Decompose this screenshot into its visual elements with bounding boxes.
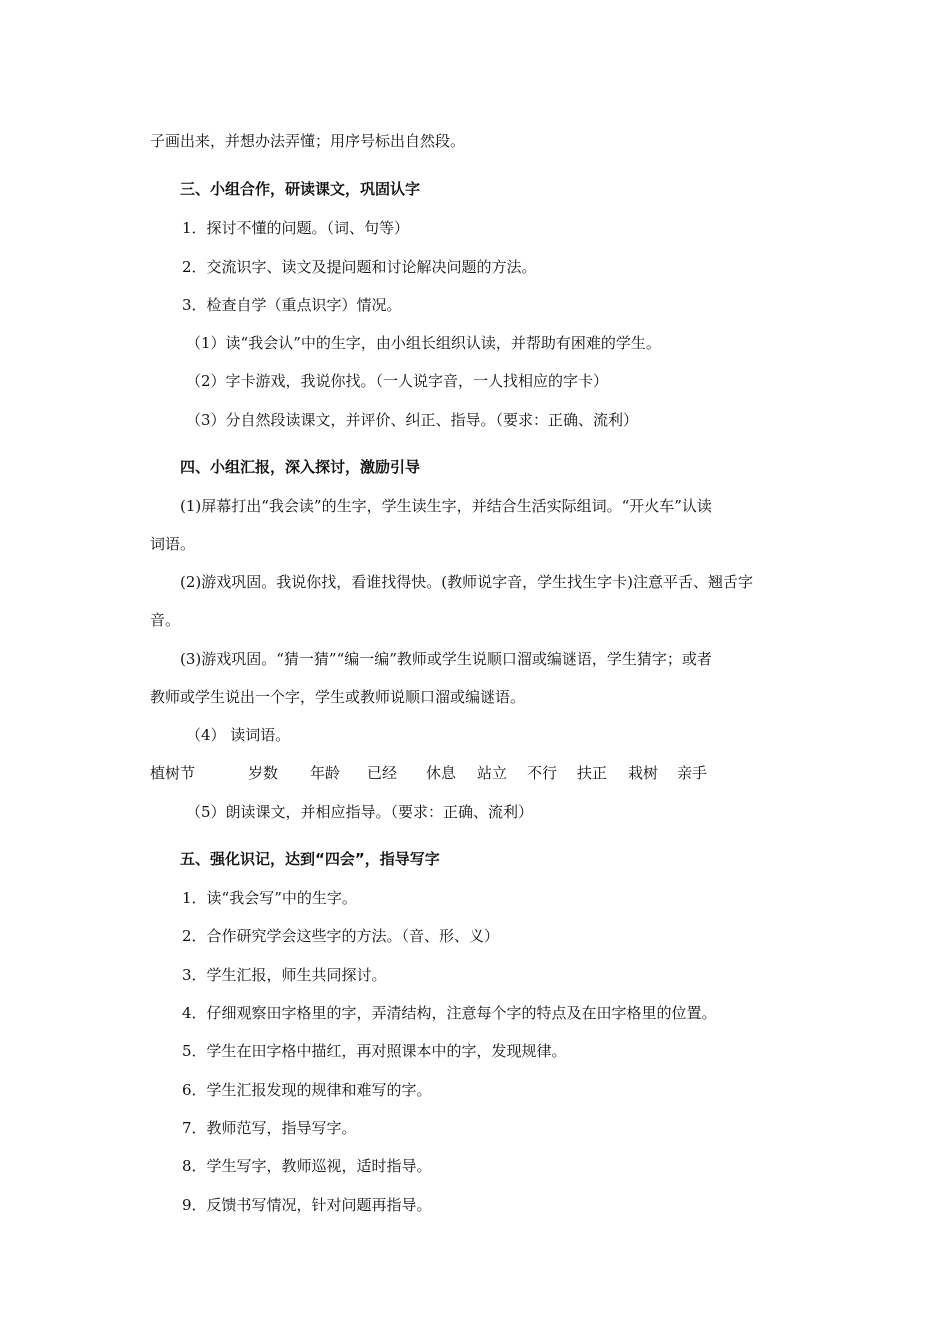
vocabulary-word: 不行 [527,764,558,782]
paragraph-line: 教师或学生说出一个字，学生或教师说顺口溜或编谜语。 [150,688,526,706]
paragraph-line: 音。 [150,611,181,629]
section-heading-5: 五、强化识记，达到“四会”，指导写字 [180,850,440,868]
step-item: 3．学生汇报，师生共同探讨。 [182,966,387,984]
step-item: 6．学生汇报发现的规律和难写的字。 [182,1081,432,1099]
vocabulary-word: 植树节 [150,764,196,782]
step-item: 1．读“我会写”中的生字。 [182,889,357,907]
vocabulary-word: 休息 [426,764,457,782]
sub-step-item: （4） 读词语。 [186,726,291,744]
vocabulary-word: 年龄 [310,764,341,782]
section-heading-4: 四、小组汇报，深入探讨，激励引导 [180,458,421,476]
step-item: 1．探讨不懂的问题。（词、句等） [182,219,410,237]
step-item: 2．交流识字、读文及提问题和讨论解决问题的方法。 [182,258,537,276]
vocabulary-word: 已经 [367,764,398,782]
vocabulary-word: 岁数 [248,764,279,782]
sub-step-item: （5）朗读课文，并相应指导。（要求：正确、流利） [186,803,534,821]
vocabulary-word: 亲手 [677,764,708,782]
paragraph-line: (2)游戏巩固。我说你找，看谁找得快。(教师说字音，学生找生字卡)注意平舌、翘舌字 [180,573,753,591]
paragraph-line: (3)游戏巩固。“猜一猜”“编一编”教师或学生说顺口溜或编谜语，学生猜字；或者 [180,650,712,668]
step-item: 9．反馈书写情况，针对问题再指导。 [182,1196,432,1214]
step-item: 4．仔细观察田字格里的字，弄清结构，注意每个字的特点及在田字格里的位置。 [182,1004,717,1022]
paragraph-line: 词语。 [150,535,196,553]
vocabulary-list [150,763,770,783]
step-item: 2．合作研究学会这些字的方法。（音、形、义） [182,927,500,945]
vocabulary-word: 站立 [477,764,508,782]
sub-step-item: （1）读“我会认”中的生字，由小组长组织认读，并帮助有困难的学生。 [186,334,661,352]
step-item: 5．学生在田字格中描红，再对照课本中的字，发现规律。 [182,1042,567,1060]
step-item: 8．学生写字，教师巡视，适时指导。 [182,1157,432,1175]
section-heading-3: 三、小组合作，研读课文，巩固认字 [180,180,421,198]
step-item: 7．教师范写，指导写字。 [182,1119,357,1137]
vocabulary-word: 扶正 [577,764,608,782]
vocabulary-word: 栽树 [628,764,659,782]
paragraph-line: (1)屏幕打出“我会读”的生字，学生读生字，并结合生活实际组词。“开火车”认读 [180,497,712,515]
sub-step-item: （2）字卡游戏，我说你找。（一人说字音，一人找相应的字卡） [186,372,609,390]
sub-step-item: （3）分自然段读课文，并评价、纠正、指导。（要求：正确、流利） [186,411,639,429]
step-item: 3．检查自学（重点识字）情况。 [182,296,402,314]
paragraph-continuation: 子画出来，并想办法弄懂；用序号标出自然段。 [150,132,466,150]
